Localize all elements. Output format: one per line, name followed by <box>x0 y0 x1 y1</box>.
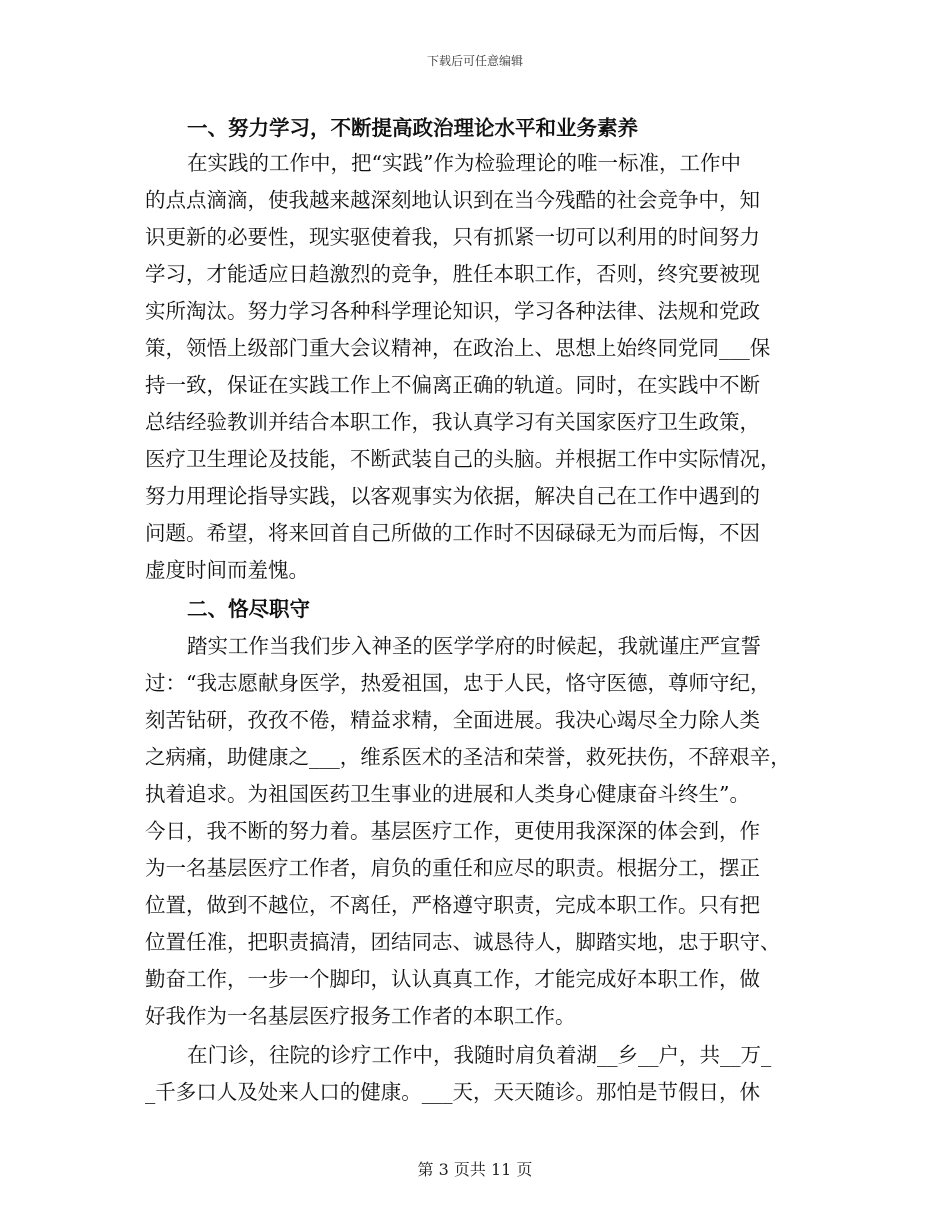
paragraph-line: 策，领悟上级部门重大会议精神，在政治上、思想上始终同党同___保 <box>145 336 771 360</box>
paragraph-line: 刻苦钻研，孜孜不倦，精益求精，全面进展。我决心竭尽全力除人类 <box>145 708 760 732</box>
paragraph-line: 之病痛，助健康之___，维系医术的圣洁和荣誉，救死扶伤，不辞艰辛， <box>145 745 791 769</box>
paragraph-line: 过：“我志愿献身医学，热爱祖国，忠于人民，恪守医德，尊师守纪， <box>145 671 771 695</box>
paragraph-line: 执着追求。为祖国医药卫生事业的进展和人类身心健康奋斗终生”。 <box>145 782 750 806</box>
paragraph-line: 识更新的必要性，现实驱使着我，只有抓紧一切可以利用的时间努力 <box>145 225 760 249</box>
paragraph-line: 努力用理论指导实践，以客观事实为依据，解决自己在工作中遇到的 <box>145 484 760 508</box>
page-header: 下载后可任意编辑 <box>426 54 523 68</box>
paragraph-line: 实所淘汰。努力学习各种科学理论知识，学习各种法律、法规和党政 <box>145 299 760 323</box>
paragraph-line: 位置任准，把职责搞清，团结同志、诚恳待人，脚踏实地，忠于职守、 <box>145 930 781 954</box>
paragraph-line: 的点点滴滴，使我越来越深刻地认识到在当今残酷的社会竞争中，知 <box>145 188 760 212</box>
paragraph-line: 为一名基层医疗工作者，肩负的重任和应尽的职责。根据分工，摆正 <box>145 856 760 880</box>
paragraph-line: 好我作为一名基层医疗报务工作者的本职工作。 <box>145 1004 576 1028</box>
paragraph-line: 位置，做到不越位，不离任，严格遵守职责，完成本职工作。只有把 <box>145 893 760 917</box>
page-footer: 第 3 页共 11 页 <box>417 1160 533 1179</box>
paragraph-line: 总结经验教训并结合本职工作，我认真学习有关国家医疗卫生政策， <box>145 410 760 434</box>
paragraph-line: 在门诊，往院的诊疗工作中，我随时肩负着湖__乡__户，共__万_ <box>187 1043 772 1067</box>
section-heading-2: 二、恪尽职守 <box>187 597 310 621</box>
paragraph-line: 今日，我不断的努力着。基层医疗工作，更使用我深深的体会到，作 <box>145 819 760 843</box>
paragraph-line: 问题。希望，将来回首自己所做的工作时不因碌碌无为而后悔，不因 <box>145 521 760 545</box>
paragraph-line: 虚度时间而羞愧。 <box>145 558 309 582</box>
paragraph-line: 学习，才能适应日趋激烈的竞争，胜任本职工作，否则，终究要被现 <box>145 262 760 286</box>
paragraph-line: 在实践的工作中，把“实践”作为检验理论的唯一标准，工作中 <box>187 151 741 175</box>
section-heading-1: 一、努力学习，不断提高政治理论水平和业务素养 <box>187 116 638 140</box>
paragraph-line: 勤奋工作，一步一个脚印，认认真真工作，才能完成好本职工作，做 <box>145 967 760 991</box>
paragraph-line: 持一致，保证在实践工作上不偏离正确的轨道。同时，在实践中不断 <box>145 373 760 397</box>
paragraph-line: 踏实工作当我们步入神圣的医学学府的时候起，我就谨庄严宣誓 <box>187 634 761 658</box>
paragraph-line: 医疗卫生理论及技能，不断武装自己的头脑。并根据工作中实际情况， <box>145 447 781 471</box>
paragraph-line: _千多口人及处来人口的健康。___天，天天随诊。那怕是节假日，休 <box>145 1080 760 1104</box>
